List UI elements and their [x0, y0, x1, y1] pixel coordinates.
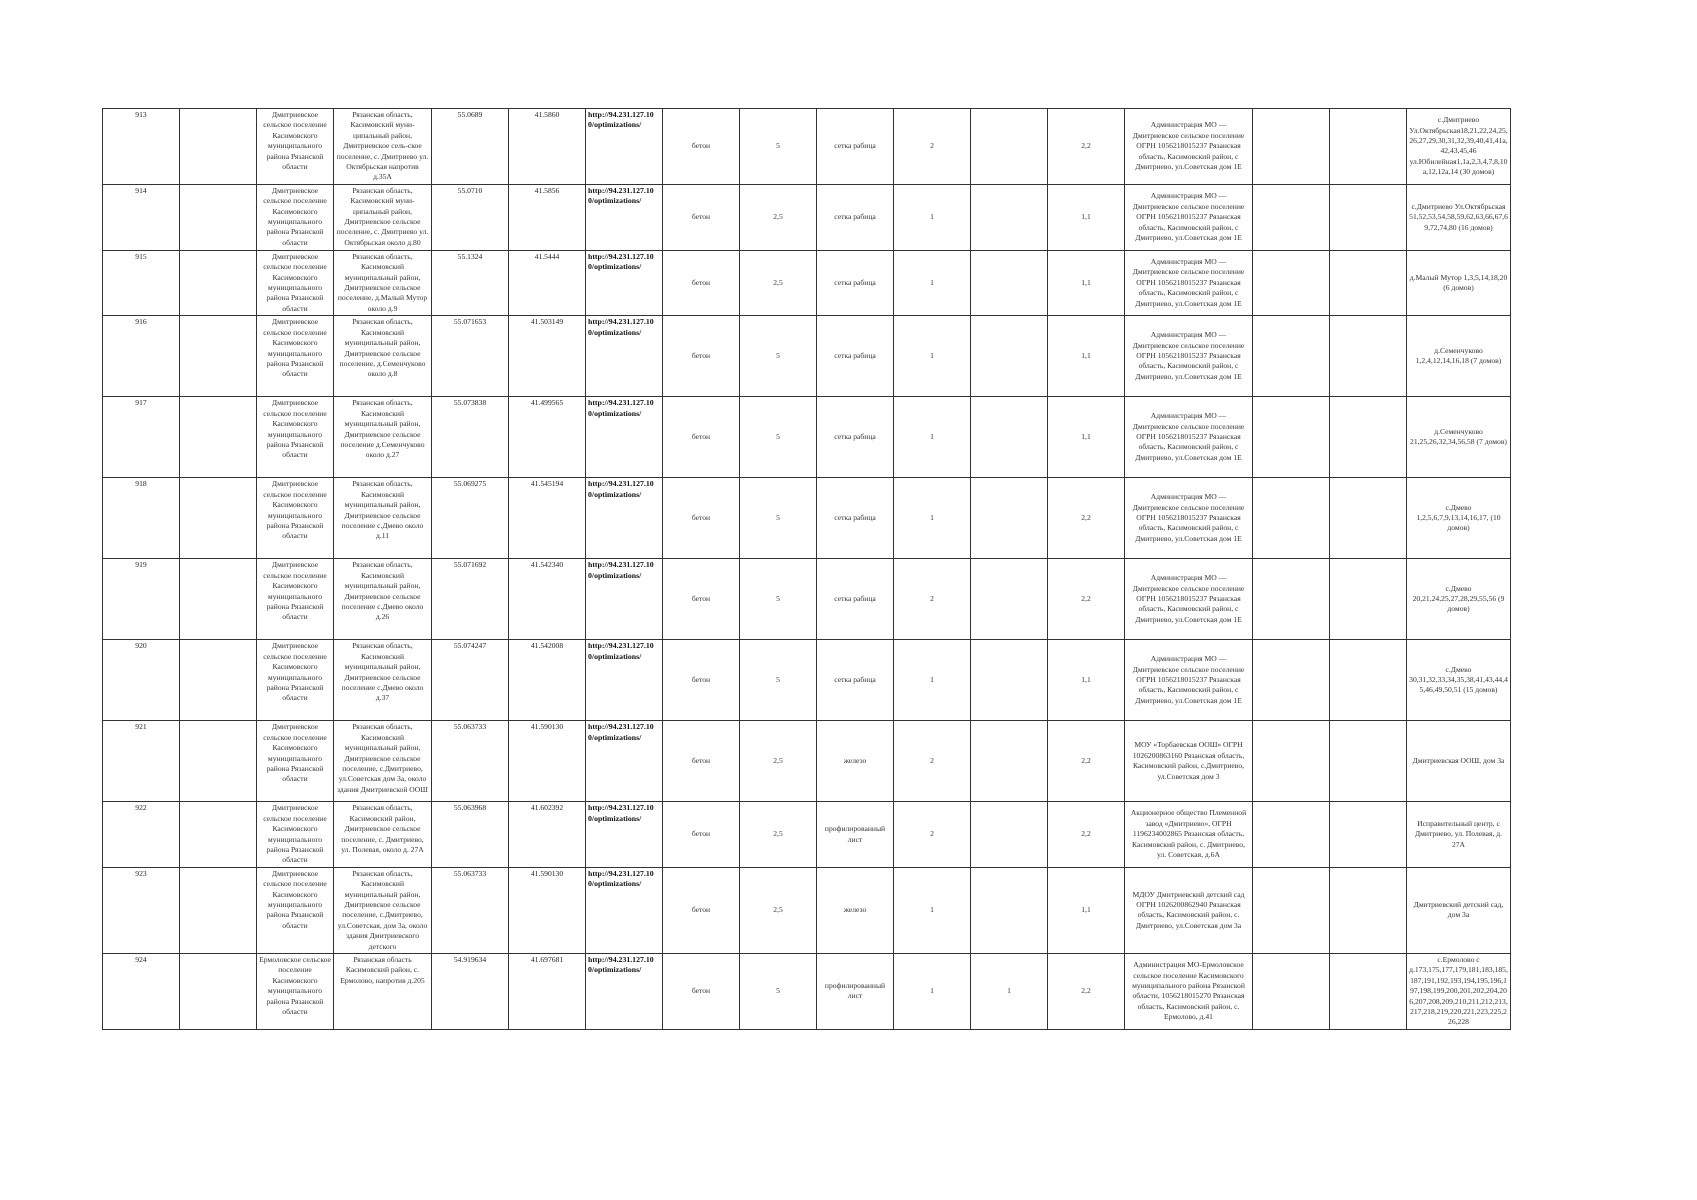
empty-cell	[180, 316, 257, 397]
latitude: 55.071653	[432, 316, 509, 397]
empty-cell	[1253, 953, 1330, 1029]
container-count: 2	[894, 721, 971, 802]
table-row	[103, 316, 1511, 397]
longitude: 41.542008	[509, 640, 586, 721]
surface-type: бетон	[663, 397, 740, 478]
area: 5	[740, 640, 817, 721]
latitude: 55.063733	[432, 867, 509, 953]
waste-sources: с.Ермолово с д.173,175,177,179,181,183,185,187,191,192,193,194,195,196,197,198,199,200,201,202,204,206,207,208,209,210,211,212,213,217,218,219,220,221,223,225,226,228	[1407, 953, 1511, 1029]
address: Рязанская область, Касимовский муниципальный район, Дмитриевское сельское поселение, с.Дмитриево, ул.Советская, дом 3а, около здания Дмитриевского детского	[334, 867, 432, 953]
empty-cell	[1330, 867, 1407, 953]
surface-type: бетон	[663, 109, 740, 185]
empty-cell	[1253, 640, 1330, 721]
owner: Администрация МО — Дмитриевское сельское поселение ОГРН 1056218015237 Рязанская область, Касимовский район, с Дмитриево, ул.Советская дом 1Е	[1125, 478, 1253, 559]
waste-sources: с.Дмево 20,21,24,25,27,28,29,55,56 (9 домов)	[1407, 559, 1511, 640]
container-count: 2	[894, 109, 971, 185]
bunker-count	[971, 640, 1048, 721]
area: 2,5	[740, 867, 817, 953]
row-number: 923	[103, 867, 180, 953]
empty-cell	[1330, 109, 1407, 185]
surface-type: бетон	[663, 184, 740, 250]
table-row	[103, 397, 1511, 478]
table-row	[103, 867, 1511, 953]
surface-type: бетон	[663, 953, 740, 1029]
empty-cell	[180, 478, 257, 559]
fence-material: сетка рабица	[817, 109, 894, 185]
address: Рязанская область, Касимовский муни-ципальный район, Дмитриевское сельское поселение, с. Дмитриево ул. Октябрьская около д.80	[334, 184, 432, 250]
table-row	[103, 721, 1511, 802]
fence-material: профилированный лист	[817, 953, 894, 1029]
surface-type: бетон	[663, 559, 740, 640]
latitude: 55.1324	[432, 250, 509, 315]
latitude: 55.074247	[432, 640, 509, 721]
area: 2,5	[740, 250, 817, 315]
latitude: 54.919634	[432, 953, 509, 1029]
container-count: 2	[894, 802, 971, 867]
waste-sources: с.Дмитриево Ул.Октябрьская 51,52,53,54,58,59,62,63,66,67,69,72,74,80 (16 домов)	[1407, 184, 1511, 250]
empty-cell	[1253, 721, 1330, 802]
empty-cell	[180, 953, 257, 1029]
empty-cell	[1330, 640, 1407, 721]
row-number: 924	[103, 953, 180, 1029]
longitude: 41.590130	[509, 721, 586, 802]
settlement: Дмитриевское сельское поселение Касимовского муниципального района Рязанской области	[257, 867, 334, 953]
area: 5	[740, 478, 817, 559]
empty-cell	[1253, 316, 1330, 397]
fence-material: железо	[817, 867, 894, 953]
empty-cell	[180, 802, 257, 867]
registry-link[interactable]: http://94.231.127.10 0/optimizations/	[586, 109, 663, 185]
fence-material: сетка рабица	[817, 640, 894, 721]
container-volume: 2,2	[1048, 953, 1125, 1029]
table-row	[103, 640, 1511, 721]
registry-link[interactable]: http://94.231.127.10 0/optimizations/	[586, 478, 663, 559]
area: 5	[740, 559, 817, 640]
table-row	[103, 559, 1511, 640]
empty-cell	[1253, 867, 1330, 953]
row-number: 921	[103, 721, 180, 802]
table-row	[103, 478, 1511, 559]
waste-sources: д.Малый Мутор 1,3,5,14,18,20 (6 домов)	[1407, 250, 1511, 315]
fence-material: сетка рабица	[817, 316, 894, 397]
row-number: 917	[103, 397, 180, 478]
container-count: 2	[894, 559, 971, 640]
latitude: 55.063733	[432, 721, 509, 802]
bunker-count	[971, 478, 1048, 559]
empty-cell	[180, 559, 257, 640]
container-count: 1	[894, 397, 971, 478]
bunker-count	[971, 559, 1048, 640]
empty-cell	[1253, 250, 1330, 315]
owner: Акционерное общество Племенной завод «Дмитриево», ОГРН 1196234002865 Рязанская область, Касимовский район, с. Дмитриево, ул. Советская, д.6А	[1125, 802, 1253, 867]
owner: Администрация МО — Дмитриевское сельское поселение ОГРН 1056218015237 Рязанская область, Касимовский район, с Дмитриево, ул.Советская дом 1Е	[1125, 640, 1253, 721]
container-volume: 2,2	[1048, 721, 1125, 802]
longitude: 41.602392	[509, 802, 586, 867]
latitude: 55.0689	[432, 109, 509, 185]
registry-link[interactable]: http://94.231.127.10 0/optimizations/	[586, 802, 663, 867]
waste-sources: д.Семенчуково 21,25,26,32,34,56,58 (7 домов)	[1407, 397, 1511, 478]
table-row	[103, 109, 1511, 185]
container-volume: 2,2	[1048, 559, 1125, 640]
longitude: 41.5856	[509, 184, 586, 250]
address: Рязанская область, Касимовский муниципальный район, Дмитриевское сельское поселение с.Дмево около д.11	[334, 478, 432, 559]
settlement: Дмитриевское сельское поселение Касимовского муниципального района Рязанской области	[257, 316, 334, 397]
longitude: 41.503149	[509, 316, 586, 397]
registry-link[interactable]: http://94.231.127.10 0/optimizations/	[586, 250, 663, 315]
row-number: 919	[103, 559, 180, 640]
container-count: 1	[894, 640, 971, 721]
container-volume: 2,2	[1048, 802, 1125, 867]
area: 2,5	[740, 184, 817, 250]
waste-sources: с.Дмево 30,31,32,33,34,35,38,41,43,44,45,46,49,50,51 (15 домов)	[1407, 640, 1511, 721]
registry-link[interactable]: http://94.231.127.10 0/optimizations/	[586, 184, 663, 250]
row-number: 913	[103, 109, 180, 185]
empty-cell	[1253, 397, 1330, 478]
owner: Администрация МО-Ермоловское сельское поселение Касимовского муниципального района Рязанской области, 1056218015270 Рязанская область, Касимовский район, с. Ермолово, д.41	[1125, 953, 1253, 1029]
owner: Администрация МО — Дмитриевское сельское поселение ОГРН 1056218015237 Рязанская область, Касимовский район, с Дмитриево, ул.Советская дом 1Е	[1125, 316, 1253, 397]
table-row	[103, 802, 1511, 867]
surface-type: бетон	[663, 867, 740, 953]
address: Рязанская область, Касимовский муниципальный район, Дмитриевское сельское поселение, д.Малый Мутор около д.9	[334, 250, 432, 315]
longitude: 41.542340	[509, 559, 586, 640]
registry-link[interactable]: http://94.231.127.10 0/optimizations/	[586, 867, 663, 953]
fence-material: профилированный лист	[817, 802, 894, 867]
address: Рязанская область, Касимовский муни-ципальный район, Дмитриевское сель-ское поселение, с. Дмитриево ул. Октябрьская напротив д.35А	[334, 109, 432, 185]
row-number: 920	[103, 640, 180, 721]
bunker-count	[971, 721, 1048, 802]
fence-material: сетка рабица	[817, 478, 894, 559]
latitude: 55.063968	[432, 802, 509, 867]
longitude: 41.697681	[509, 953, 586, 1029]
surface-type: бетон	[663, 478, 740, 559]
empty-cell	[1253, 559, 1330, 640]
address: Рязанская область, Касимовский муниципальный район, Дмитриевское сельское поселение д.Семенчуково около д.27	[334, 397, 432, 478]
area: 2,5	[740, 721, 817, 802]
surface-type: бетон	[663, 802, 740, 867]
empty-cell	[1330, 397, 1407, 478]
address: Рязанская область, Касимовский муниципальный район, Дмитриевское сельское поселение с.Дмево около д.37	[334, 640, 432, 721]
address: Рязанская область, Касимовский муниципальный район, Дмитриевское сельское поселение, с.Дмитриево, ул.Советская дом 3а, около здания Дмитриевской ООШ	[334, 721, 432, 802]
empty-cell	[1330, 250, 1407, 315]
container-count: 1	[894, 478, 971, 559]
container-count: 1	[894, 250, 971, 315]
surface-type: бетон	[663, 721, 740, 802]
fence-material: сетка рабица	[817, 397, 894, 478]
fence-material: сетка рабица	[817, 184, 894, 250]
settlement: Дмитриевское сельское поселение Касимовского муниципального района Рязанской области	[257, 802, 334, 867]
area: 5	[740, 109, 817, 185]
address: Рязанская область, Касимовский район, Дмитриевское сельское поселение, с. Дмитриево, ул. Полевая, около д. 27А	[334, 802, 432, 867]
owner: Администрация МО — Дмитриевское сельское поселение ОГРН 1056218015237 Рязанская область, Касимовский район, с Дмитриево, ул.Советская дом 1Е	[1125, 184, 1253, 250]
empty-cell	[180, 250, 257, 315]
empty-cell	[1253, 478, 1330, 559]
empty-cell	[1253, 184, 1330, 250]
longitude: 41.5860	[509, 109, 586, 185]
waste-sources: с.Дмево 1,2,5,6,7,9,13,14,16,17, (10 домов)	[1407, 478, 1511, 559]
registry-link[interactable]: http://94.231.127.10 0/optimizations/	[586, 953, 663, 1029]
empty-cell	[180, 109, 257, 185]
settlement: Ермоловское сельское поселение Касимовского муниципального района Рязанской области	[257, 953, 334, 1029]
empty-cell	[180, 640, 257, 721]
latitude: 55.069275	[432, 478, 509, 559]
bunker-count	[971, 250, 1048, 315]
bunker-count	[971, 184, 1048, 250]
address: Рязанская область, Касимовский муниципальный район, Дмитриевское сельское поселение с.Дмево около д.26	[334, 559, 432, 640]
surface-type: бетон	[663, 250, 740, 315]
row-number: 916	[103, 316, 180, 397]
settlement: Дмитриевское сельское поселение Касимовского муниципального района Рязанской области	[257, 250, 334, 315]
settlement: Дмитриевское сельское поселение Касимовского муниципального района Рязанской области	[257, 559, 334, 640]
address: Рязанская область, Касимовский муниципальный район, Дмитриевское сельское поселение, д.Семенчуково около д.8	[334, 316, 432, 397]
container-count: 1	[894, 316, 971, 397]
owner: МДОУ Дмитриевский детский сад ОГРН 1026200862940 Рязанская область, Касимовский район, с. Дмитриево, ул.Советская дом 3а	[1125, 867, 1253, 953]
settlement: Дмитриевское сельское поселение Касимовского муниципального района Рязанской области	[257, 721, 334, 802]
area: 5	[740, 316, 817, 397]
registry-link[interactable]: http://94.231.127.10 0/optimizations/	[586, 316, 663, 397]
container-volume: 2,2	[1048, 109, 1125, 185]
empty-cell	[180, 184, 257, 250]
empty-cell	[1330, 316, 1407, 397]
waste-sources: Дмитриевская ООШ, дом 3а	[1407, 721, 1511, 802]
empty-cell	[1330, 953, 1407, 1029]
waste-sources: Дмитриевский детский сад, дом 3а	[1407, 867, 1511, 953]
container-volume: 1,1	[1048, 397, 1125, 478]
row-number: 922	[103, 802, 180, 867]
bunker-count: 1	[971, 953, 1048, 1029]
latitude: 55.0710	[432, 184, 509, 250]
area: 2,5	[740, 802, 817, 867]
container-volume: 2,2	[1048, 478, 1125, 559]
settlement: Дмитриевское сельское поселение Касимовского муниципального района Рязанской области	[257, 397, 334, 478]
registry-link[interactable]: http://94.231.127.10 0/optimizations/	[586, 721, 663, 802]
longitude: 41.545194	[509, 478, 586, 559]
table-row	[103, 250, 1511, 315]
surface-type: бетон	[663, 316, 740, 397]
empty-cell	[1330, 184, 1407, 250]
longitude: 41.499565	[509, 397, 586, 478]
empty-cell	[1330, 802, 1407, 867]
registry-link[interactable]: http://94.231.127.10 0/optimizations/	[586, 397, 663, 478]
bunker-count	[971, 397, 1048, 478]
empty-cell	[1330, 721, 1407, 802]
empty-cell	[1253, 802, 1330, 867]
bunker-count	[971, 867, 1048, 953]
bunker-count	[971, 109, 1048, 185]
empty-cell	[1330, 478, 1407, 559]
owner: МОУ «Торбаевская ООШ» ОГРН 1026200863160 Рязанская область, Касимовский район, с.Дмитриево, ул.Советская дом 3	[1125, 721, 1253, 802]
row-number: 918	[103, 478, 180, 559]
row-number: 915	[103, 250, 180, 315]
waste-sources: с.Дмитриево Ул.Октябрьская18,21,22,24,25,26,27,29,30,31,32,39,40,41,41а,42,43,45,46 ул.Юбилейная1,1а,2,3,4,7,8,10а,12,12а,14 (30 домов)	[1407, 109, 1511, 185]
owner: Администрация МО — Дмитриевское сельское поселение ОГРН 1056218015237 Рязанская область, Касимовский район, с Дмитриево, ул.Советская дом 1Е	[1125, 109, 1253, 185]
bunker-count	[971, 316, 1048, 397]
owner: Администрация МО — Дмитриевское сельское поселение ОГРН 1056218015237 Рязанская область, Касимовский район, с Дмитриево, ул.Советская дом 1Е	[1125, 397, 1253, 478]
container-volume: 1,1	[1048, 640, 1125, 721]
row-number: 914	[103, 184, 180, 250]
area: 5	[740, 953, 817, 1029]
waste-sources: д.Семенчуково 1,2,4,12,14,16,18 (7 домов)	[1407, 316, 1511, 397]
area: 5	[740, 397, 817, 478]
container-volume: 1,1	[1048, 867, 1125, 953]
container-count: 1	[894, 867, 971, 953]
longitude: 41.5444	[509, 250, 586, 315]
registry-link[interactable]: http://94.231.127.10 0/optimizations/	[586, 559, 663, 640]
owner: Администрация МО — Дмитриевское сельское поселение ОГРН 1056218015237 Рязанская область, Касимовский район, с Дмитриево, ул.Советская дом 1Е	[1125, 250, 1253, 315]
settlement: Дмитриевское сельское поселение Касимовского муниципального района Рязанской области	[257, 478, 334, 559]
registry-link[interactable]: http://94.231.127.10 0/optimizations/	[586, 640, 663, 721]
container-count: 1	[894, 184, 971, 250]
address: Рязанская область Касимовский район, с. Ермолово, напротив д.205	[334, 953, 432, 1029]
fence-material: железо	[817, 721, 894, 802]
latitude: 55.071692	[432, 559, 509, 640]
empty-cell	[1330, 559, 1407, 640]
fence-material: сетка рабица	[817, 559, 894, 640]
surface-type: бетон	[663, 640, 740, 721]
empty-cell	[180, 397, 257, 478]
container-volume: 1,1	[1048, 316, 1125, 397]
empty-cell	[180, 721, 257, 802]
owner: Администрация МО — Дмитриевское сельское поселение ОГРН 1056218015237 Рязанская область, Касимовский район, с Дмитриево, ул.Советская дом 1Е	[1125, 559, 1253, 640]
waste-sources: Исправительный центр, с Дмитриево, ул. Полевая, д. 27А	[1407, 802, 1511, 867]
settlement: Дмитриевское сельское поселение Касимовского муниципального района Рязанской области	[257, 184, 334, 250]
settlement: Дмитриевское сельское поселение Касимовского муниципального района Рязанской области	[257, 640, 334, 721]
container-count: 1	[894, 953, 971, 1029]
latitude: 55.073838	[432, 397, 509, 478]
bunker-count	[971, 802, 1048, 867]
empty-cell	[180, 867, 257, 953]
empty-cell	[1253, 109, 1330, 185]
waste-site-register-table	[102, 108, 1511, 1030]
table-row	[103, 953, 1511, 1029]
settlement: Дмитриевское сельское поселение Касимовского муниципального района Рязанской области	[257, 109, 334, 185]
container-volume: 1,1	[1048, 184, 1125, 250]
table-row	[103, 184, 1511, 250]
container-volume: 1,1	[1048, 250, 1125, 315]
longitude: 41.590130	[509, 867, 586, 953]
fence-material: сетка рабица	[817, 250, 894, 315]
